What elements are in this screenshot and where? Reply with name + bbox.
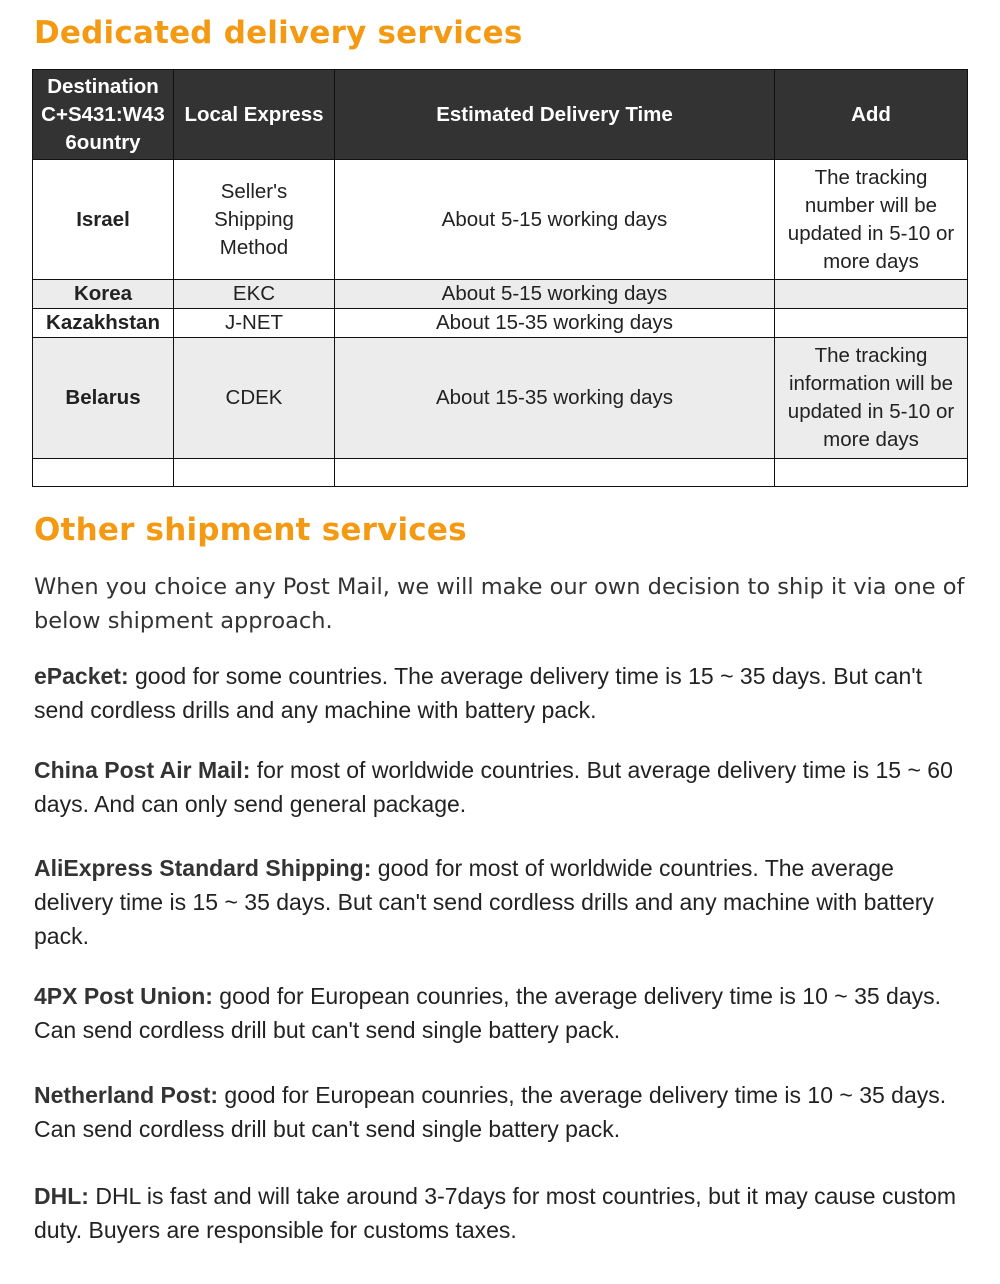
- service-description: for most of worldwide countries. But average delivery time is 15 ~ 60 days. And can only send general package.: [34, 757, 953, 817]
- service-name: DHL:: [34, 1183, 89, 1209]
- cell-note: [775, 309, 968, 338]
- cell-express: EKC: [174, 280, 335, 309]
- table-row-empty: [33, 459, 968, 487]
- cell-note: The tracking information will be updated in 5-10 or more days: [775, 338, 968, 459]
- service-name: China Post Air Mail:: [34, 757, 251, 783]
- cell-empty: [33, 459, 174, 487]
- cell-country: Israel: [33, 160, 174, 280]
- table-row: [33, 160, 968, 280]
- section-title-other: Other shipment services: [34, 512, 467, 548]
- cell-time: About 15-35 working days: [335, 309, 775, 338]
- delivery-table: [32, 69, 968, 487]
- header-add: Add: [775, 70, 968, 160]
- service-name: AliExpress Standard Shipping:: [34, 855, 372, 881]
- header-destination: Destination C+S431:W43 6ountry: [33, 70, 174, 160]
- service-dhl: [34, 1179, 974, 1247]
- cell-empty: [775, 459, 968, 487]
- section-title-dedicated: Dedicated delivery services: [34, 15, 523, 51]
- service-name: Netherland Post:: [34, 1082, 219, 1108]
- cell-country: Korea: [33, 280, 174, 309]
- cell-country: Belarus: [33, 338, 174, 459]
- header-local-express: Local Express: [174, 70, 335, 160]
- cell-express: Seller's Shipping Method: [174, 160, 335, 280]
- intro-text: When you choice any Post Mail, we will make our own decision to ship it via one of below shipment approach.: [34, 574, 965, 634]
- table-row: [33, 309, 968, 338]
- service-description: good for European counries, the average delivery time is 10 ~ 35 days. Can send cordless drill but can't send single battery pack.: [34, 1082, 947, 1142]
- service-china-post: [34, 753, 974, 821]
- cell-time: About 15-35 working days: [335, 338, 775, 459]
- service-aliexpress: [34, 851, 974, 953]
- cell-express: CDEK: [174, 338, 335, 459]
- service-name: ePacket:: [34, 663, 129, 689]
- cell-note: [775, 280, 968, 309]
- cell-country: Kazakhstan: [33, 309, 174, 338]
- service-description: good for some countries. The average delivery time is 15 ~ 35 days. But can't send cordless drills and any machine with battery pack.: [34, 663, 923, 723]
- service-4px: [34, 979, 974, 1047]
- table-header-row: [33, 70, 968, 160]
- cell-time: About 5-15 working days: [335, 280, 775, 309]
- service-netherland-post: [34, 1078, 974, 1146]
- cell-empty: [335, 459, 775, 487]
- service-description: good for European counries, the average delivery time is 10 ~ 35 days. Can send cordless drill but can't send single battery pack.: [34, 983, 942, 1043]
- service-description: DHL is fast and will take around 3-7days for most countries, but it may cause custom duty. Buyers are responsible for customs taxes.: [34, 1183, 957, 1243]
- cell-empty: [174, 459, 335, 487]
- table-row: [33, 280, 968, 309]
- cell-note: The tracking number will be updated in 5-10 or more days: [775, 160, 968, 280]
- cell-time: About 5-15 working days: [335, 160, 775, 280]
- cell-express: J-NET: [174, 309, 335, 338]
- header-delivery-time: Estimated Delivery Time: [335, 70, 775, 160]
- service-name: 4PX Post Union:: [34, 983, 213, 1009]
- table-row: [33, 338, 968, 459]
- service-epacket: [34, 659, 974, 727]
- service-description: good for most of worldwide countries. The average delivery time is 15 ~ 35 days. But can't send cordless drills and any machine with battery pack.: [34, 855, 934, 949]
